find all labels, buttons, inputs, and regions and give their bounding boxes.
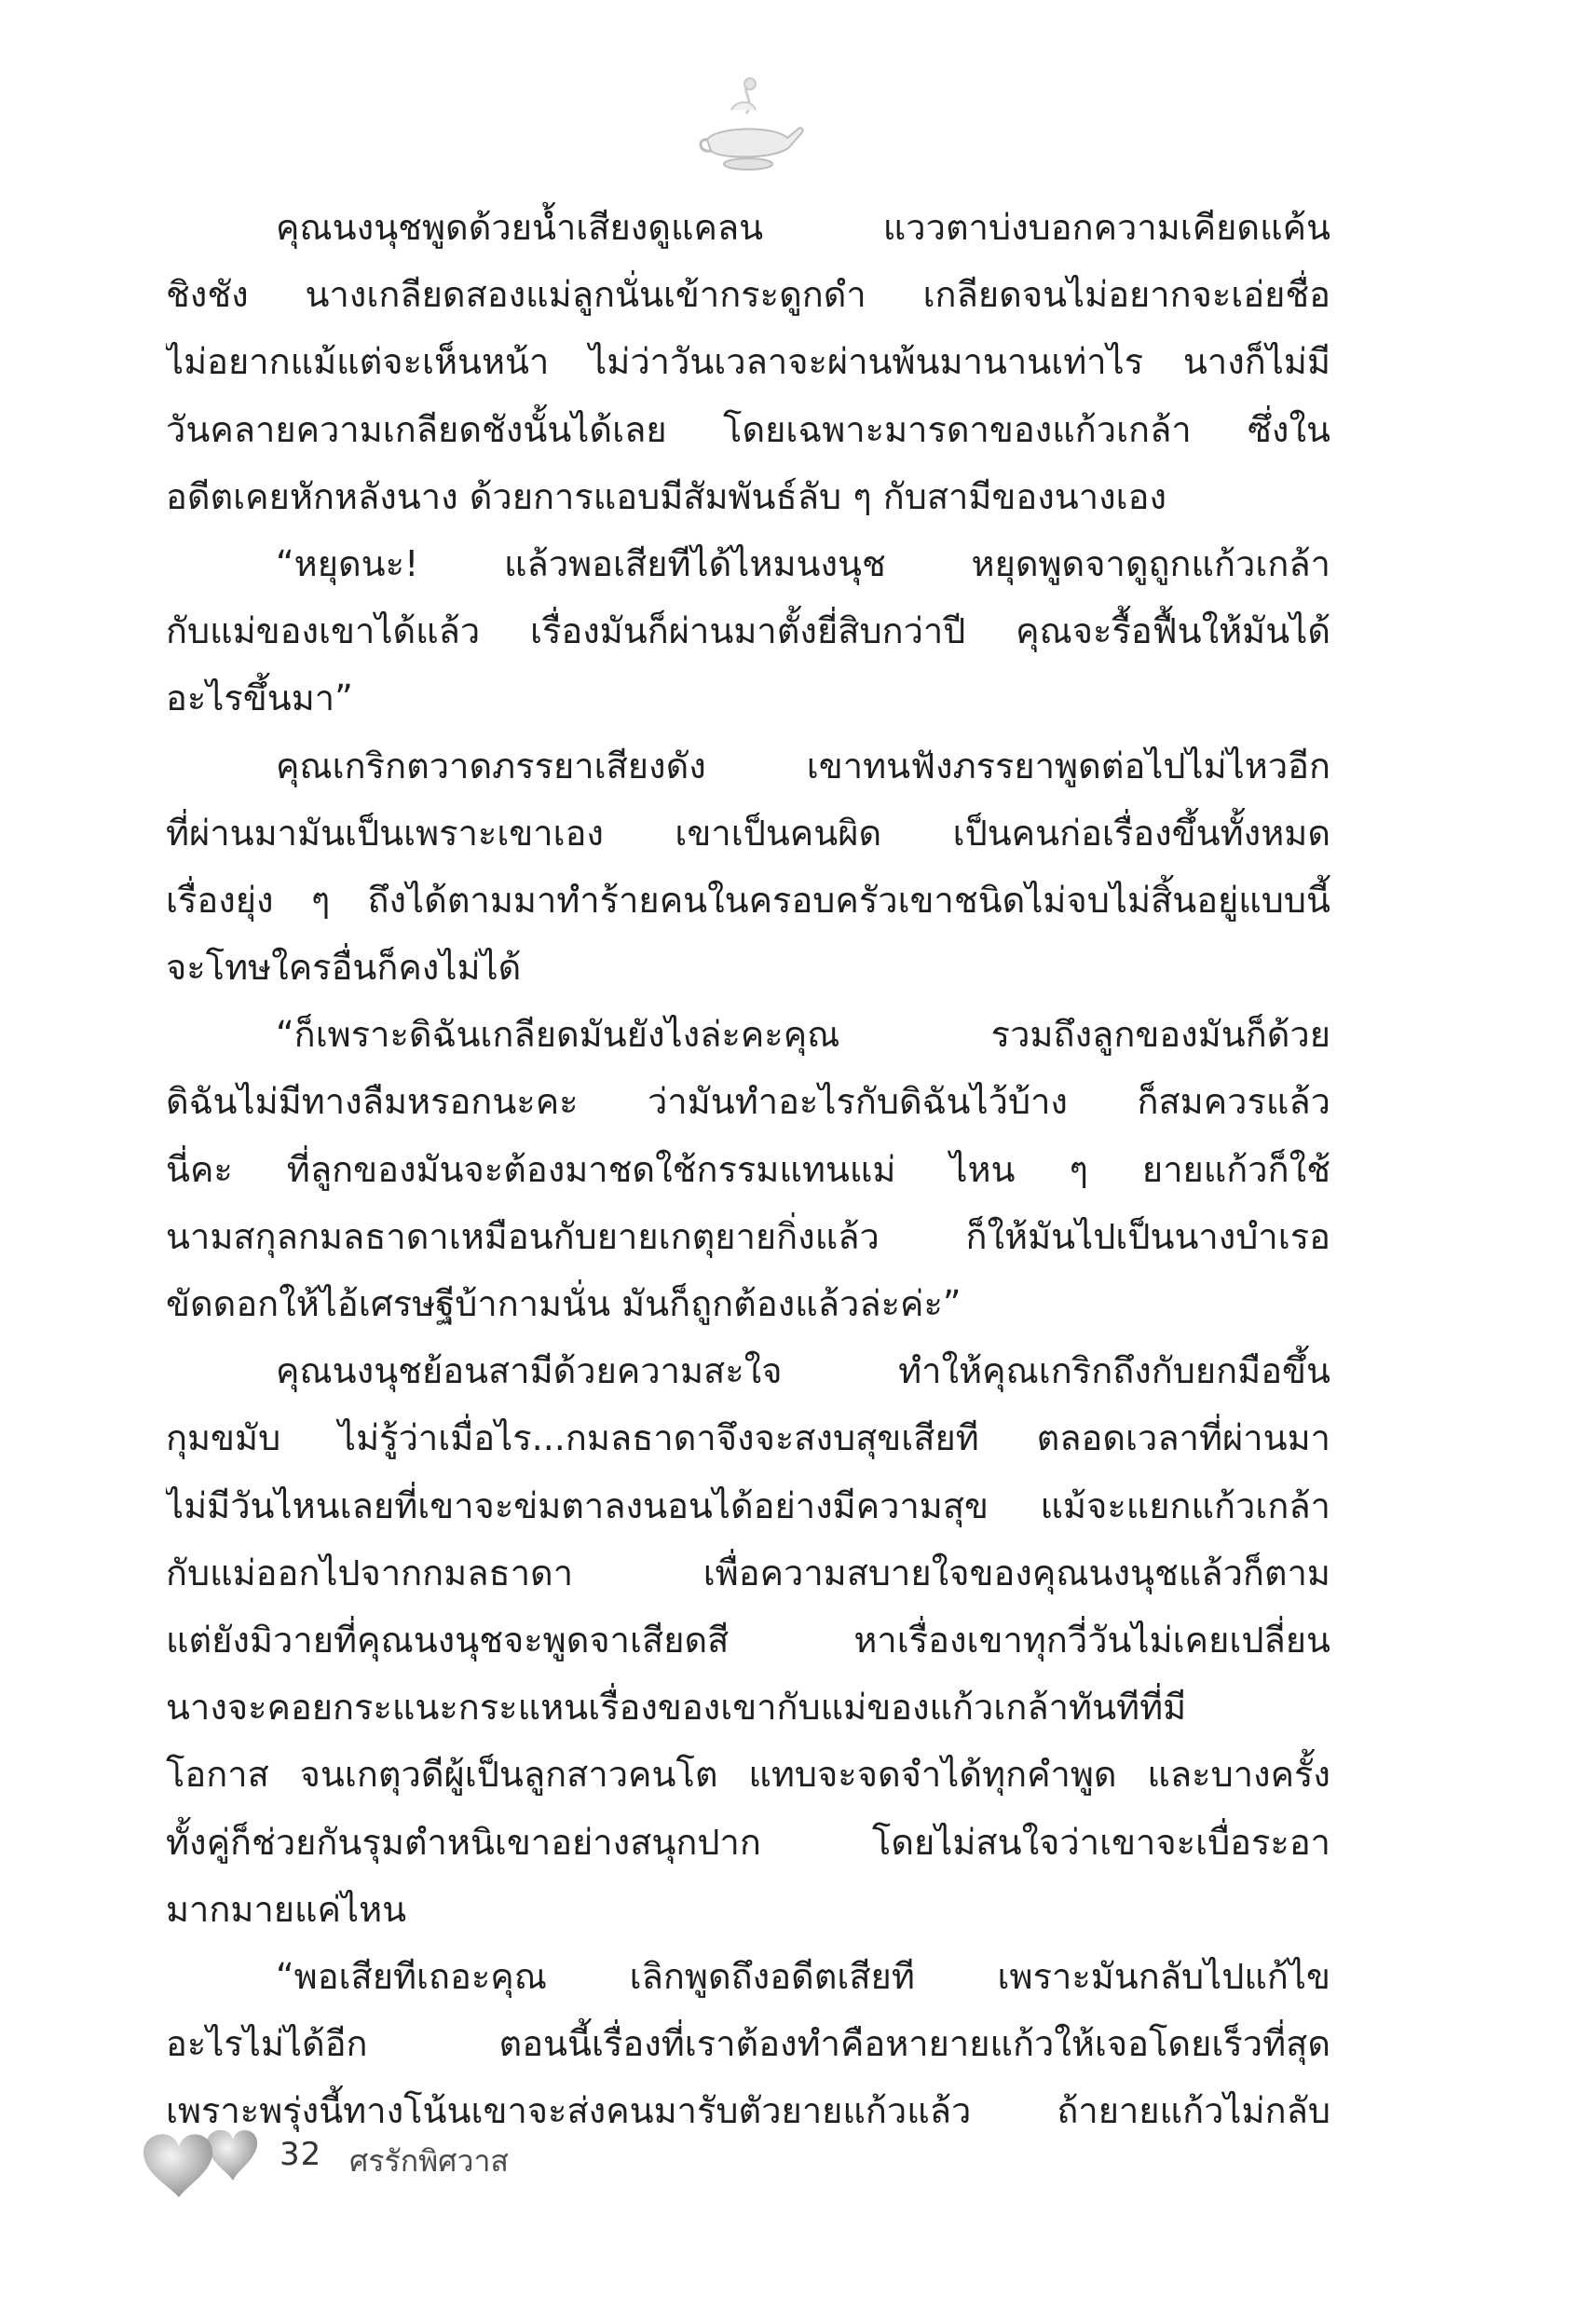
text-line: เรื่องยุ่ง ๆ ถึงได้ตามมาทำร้ายคนในครอบครัวเขาชนิดไม่จบไม่สิ้นอยู่แบบนี้ <box>166 879 1330 921</box>
text-line: ชิงชัง นางเกลียดสองแม่ลูกนั่นเข้ากระดูกดำ เกลียดจนไม่อยากจะเอ่ยชื่อ <box>166 274 1330 316</box>
text-line: ที่ผ่านมามันเป็นเพราะเขาเอง เขาเป็นคนผิด เป็นคนก่อเรื่องขึ้นทั้งหมด <box>166 812 1330 854</box>
text-line: วันคลายความเกลียดชังนั้นได้เลย โดยเฉพาะมารดาของแก้วเกล้า ซึ่งใน <box>166 408 1330 450</box>
text-line: กับแม่ออกไปจากกมลธาดา เพื่อความสบายใจของคุณนงนุชแล้วก็ตาม <box>166 1552 1330 1593</box>
text-line: นางจะคอยกระแนะกระแหนเรื่องของเขากับแม่ของแก้วเกล้าทันทีที่มี <box>166 1687 1187 1729</box>
text-line: ไม่มีวันไหนเลยที่เขาจะข่มตาลงนอนได้อย่างมีความสุข แม้จะแยกแก้วเกล้า <box>166 1484 1330 1526</box>
text-line: จะโทษใครอื่นก็คงไม่ได้ <box>166 947 522 989</box>
page-footer <box>140 2115 606 2199</box>
text-line: นามสกุลกมลธาดาเหมือนกับยายเกตุยายกิ่งแล้ว ก็ให้มันไปเป็นนางบำเรอ <box>166 1215 1330 1257</box>
text-line: “หยุดนะ! แล้วพอเสียทีได้ไหมนงนุช หยุดพูดจาดูถูกแก้วเกล้า <box>276 542 1330 584</box>
text-line: โอกาส จนเกตุวดีผู้เป็นลูกสาวคนโต แทบจะจดจำได้ทุกคำพูด และบางครั้ง <box>166 1754 1330 1796</box>
text-line: อดีตเคยหักหลังนาง ด้วยการแอบมีสัมพันธ์ลับ ๆ กับสามีของนางเอง <box>166 475 1167 517</box>
page-number: 32 <box>280 2136 322 2173</box>
text-line: กับแม่ของเขาได้แล้ว เรื่องมันก็ผ่านมาตั้งยี่สิบกว่าปี คุณจะรื้อฟื้นให้มันได้ <box>166 610 1330 652</box>
text-line: ขัดดอกให้ไอ้เศรษฐีบ้ากามนั่น มันก็ถูกต้องแล้วล่ะค่ะ” <box>166 1283 962 1324</box>
hearts-icon <box>140 2115 261 2199</box>
text-line: คุณนงนุชย้อนสามีด้วยความสะใจ ทำให้คุณเกริกถึงกับยกมือขึ้น <box>276 1350 1330 1392</box>
text-line: กุมขมับ ไม่รู้ว่าเมื่อไร...กมลธาดาจึงจะสงบสุขเสียที ตลอดเวลาที่ผ่านมา <box>166 1417 1330 1459</box>
text-line: มากมายแค่ไหน <box>166 1888 407 1930</box>
text-line: ทั้งคู่ก็ช่วยกันรุมตำหนิเขาอย่างสนุกปาก โดยไม่สนใจว่าเขาจะเบื่อระอา <box>166 1821 1330 1863</box>
text-line: แต่ยังมิวายที่คุณนงนุชจะพูดจาเสียดสี หาเรื่องเขาทุกวี่วันไม่เคยเปลี่ยน <box>166 1619 1330 1661</box>
text-line: เพราะพรุ่งนี้ทางโน้นเขาจะส่งคนมารับตัวยายแก้วแล้ว ถ้ายายแก้วไม่กลับ <box>166 2090 1330 2132</box>
book-title: ศรรักพิศวาส <box>349 2143 509 2179</box>
text-line: ดิฉันไม่มีทางลืมหรอกนะคะ ว่ามันทำอะไรกับดิฉันไว้บ้าง ก็สมควรแล้ว <box>166 1081 1330 1123</box>
text-line: “พอเสียทีเถอะคุณ เลิกพูดถึงอดีตเสียที เพราะมันกลับไปแก้ไข <box>276 1955 1330 1997</box>
text-line: อะไรไม่ได้อีก ตอนนี้เรื่องที่เราต้องทำคือหายายแก้วให้เจอโดยเร็วที่สุด <box>166 2023 1330 2065</box>
body-text <box>166 194 1330 2144</box>
text-line: คุณเกริกตวาดภรรยาเสียงดัง เขาทนฟังภรรยาพูดต่อไปไม่ไหวอีก <box>276 745 1330 786</box>
text-line: นี่คะ ที่ลูกของมันจะต้องมาชดใช้กรรมแทนแม่ ไหน ๆ ยายแก้วก็ใช้ <box>166 1148 1330 1190</box>
text-line: “ก็เพราะดิฉันเกลียดมันยังไงล่ะคะคุณ รวมถึงลูกของมันก็ด้วย <box>276 1014 1330 1056</box>
text-line: ไม่อยากแม้แต่จะเห็นหน้า ไม่ว่าวันเวลาจะผ่านพ้นมานานเท่าไร นางก็ไม่มี <box>166 341 1330 383</box>
text-line: คุณนงนุชพูดด้วยน้ำเสียงดูแคลน แววตาบ่งบอกความเคียดแค้น <box>276 207 1330 248</box>
magic-lamp-icon <box>694 73 806 175</box>
text-line: อะไรขึ้นมา” <box>166 677 353 719</box>
